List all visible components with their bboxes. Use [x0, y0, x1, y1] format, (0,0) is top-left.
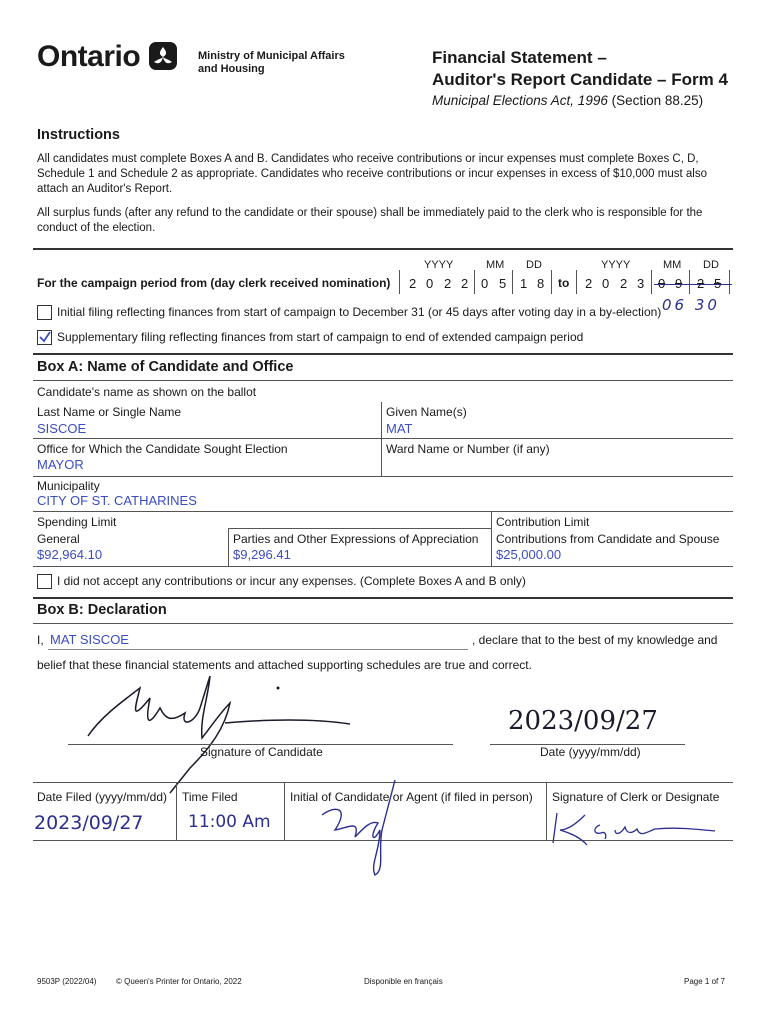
last-name-value[interactable]: SISCOE [37, 421, 87, 436]
belief-text: belief that these financial statements and attached supporting schedules are true and correct. [37, 658, 532, 672]
from-digit: 5 [499, 276, 507, 291]
dd-label-from: DD [526, 259, 542, 271]
handwritten-sign-date: 2023/09/27 [508, 706, 658, 736]
office-value[interactable]: MAYOR [37, 457, 84, 472]
to-label: to [558, 276, 570, 290]
ontario-logo [37, 40, 177, 74]
clerk-signature [545, 805, 725, 855]
municipality-value[interactable]: CITY OF ST. CATHARINES [37, 493, 197, 508]
copyright: © Queen's Printer for Ontario, 2022 [116, 977, 242, 986]
ballot-name-label: Candidate's name as shown on the ballot [37, 385, 257, 399]
general-label: General [37, 532, 80, 546]
divider [228, 528, 491, 529]
form-code: 9503P (2022/04) [37, 977, 97, 986]
contrib-value[interactable]: $25,000.00 [496, 547, 562, 562]
act-section: (Section 88.25) [611, 93, 704, 108]
time-filed-label: Time Filed [182, 790, 238, 804]
declarant-name[interactable]: MAT SISCOE [50, 632, 129, 647]
divider [33, 597, 733, 599]
initial-filing-label: Initial filing reflecting finances from start of campaign to December 31 (or 45 days after voting day in a by-election) [57, 305, 662, 319]
campaign-period-label: For the campaign period from (day clerk received nomination) [37, 276, 391, 290]
instructions-heading: Instructions [37, 127, 120, 143]
form-title-line2: Auditor's Report Candidate – Form 4 [432, 70, 728, 89]
declare-text: , declare that to the best of my knowledge and [472, 633, 718, 647]
page-number: Page 1 of 7 [684, 977, 725, 986]
from-digit: 2 [444, 276, 452, 291]
initial-filing-checkbox[interactable] [37, 305, 52, 320]
declaration-i: I, [37, 633, 44, 647]
divider [284, 782, 285, 840]
strike-line [654, 284, 732, 285]
parties-label: Parties and Other Expressions of Appreciation [233, 532, 479, 546]
divider [33, 353, 733, 355]
time-filed-value: 11:00 Am [188, 812, 271, 832]
date-sep [512, 270, 513, 294]
municipality-label: Municipality [37, 479, 100, 493]
act-name: Municipal Elections Act, 1996 [432, 93, 608, 108]
instructions-para2: All surplus funds (after any refund to the candidate or their spouse) shall be immediately paid to the clerk who is responsible for the conduct of the election. [37, 207, 703, 234]
date-label: Date (yyyy/mm/dd) [540, 745, 641, 759]
signature-label: Signature of Candidate [200, 745, 323, 759]
mm-label-from: MM [486, 259, 505, 271]
box-b-heading: Box B: Declaration [37, 602, 167, 618]
clerk-signature-label: Signature of Clerk or Designate [552, 790, 720, 804]
from-digit: 0 [481, 276, 489, 291]
agent-initial-signature [300, 775, 420, 885]
divider [33, 380, 733, 381]
to-digit: 0 [602, 276, 610, 291]
date-sep [729, 270, 730, 294]
no-contributions-label: I did not accept any contributions or incur any expenses. (Complete Boxes A and B only) [57, 574, 526, 588]
dd-label-to: DD [703, 259, 719, 271]
general-value[interactable]: $92,964.10 [37, 547, 103, 562]
underline [48, 649, 468, 650]
mm-label-to: MM [663, 259, 682, 271]
form-title-line1: Financial Statement – [432, 48, 607, 67]
ministry-name: Ministry of Municipal Affairs and Housing [198, 50, 345, 75]
date-sep [576, 270, 577, 294]
to-digit: 2 [585, 276, 593, 291]
date-filed-value: 2023/09/27 [34, 812, 144, 834]
form-subtitle [432, 93, 703, 108]
date-sep [399, 270, 400, 294]
divider [33, 438, 733, 439]
instructions-para1: All candidates must complete Boxes A and B. Candidates who receive contributions or incur expenses must complete Boxes C, D, Schedule 1 and Schedule 2 as appropriate. Candidates who receive contributions or incur expenses in excess of $10,000 must also attach an Auditor's Report. [37, 153, 707, 195]
office-label: Office for Which the Candidate Sought Election [37, 442, 288, 456]
to-digit: 3 [637, 276, 645, 291]
french-version-link[interactable]: Disponible en français [364, 977, 443, 986]
from-digit: 1 [520, 276, 528, 291]
handwritten-date-correction: 06 30 [662, 296, 720, 314]
contribution-limit-label: Contribution Limit [496, 515, 590, 529]
yyyy-label-from: YYYY [424, 259, 454, 271]
date-sep [474, 270, 475, 294]
given-name-value[interactable]: MAT [386, 421, 413, 436]
from-digit: 0 [426, 276, 434, 291]
logo-text: Ontario [37, 40, 141, 73]
divider [33, 566, 733, 567]
date-sep [689, 270, 690, 294]
contrib-label: Contributions from Candidate and Spouse [496, 532, 720, 546]
supplementary-filing-checkbox[interactable] [37, 330, 52, 345]
from-digit: 8 [537, 276, 545, 291]
trillium-icon [149, 42, 177, 70]
date-sep [551, 270, 552, 294]
ward-label: Ward Name or Number (if any) [386, 442, 550, 456]
divider [33, 248, 733, 250]
no-contributions-checkbox[interactable] [37, 574, 52, 589]
divider [228, 528, 229, 566]
date-sep [651, 270, 652, 294]
spending-limit-label: Spending Limit [37, 515, 117, 529]
parties-value[interactable]: $9,296.41 [233, 547, 291, 562]
divider [33, 511, 733, 512]
to-digit: 2 [620, 276, 628, 291]
supplementary-filing-label: Supplementary filing reflecting finances from start of campaign to end of extended campaign period [57, 330, 584, 344]
last-name-label: Last Name or Single Name [37, 405, 182, 419]
date-filed-label: Date Filed (yyyy/mm/dd) [37, 790, 168, 804]
divider [33, 476, 733, 477]
yyyy-label-to: YYYY [601, 259, 631, 271]
from-digit: 2 [461, 276, 469, 291]
divider [491, 511, 492, 566]
divider [176, 782, 177, 840]
divider [381, 402, 382, 476]
check-mark-icon [38, 330, 52, 344]
initial-label: Initial of Candidate or Agent (if filed in person) [290, 790, 533, 804]
divider [33, 623, 733, 624]
box-a-heading: Box A: Name of Candidate and Office [37, 359, 294, 375]
given-name-label: Given Name(s) [386, 405, 467, 419]
from-digit: 2 [409, 276, 417, 291]
